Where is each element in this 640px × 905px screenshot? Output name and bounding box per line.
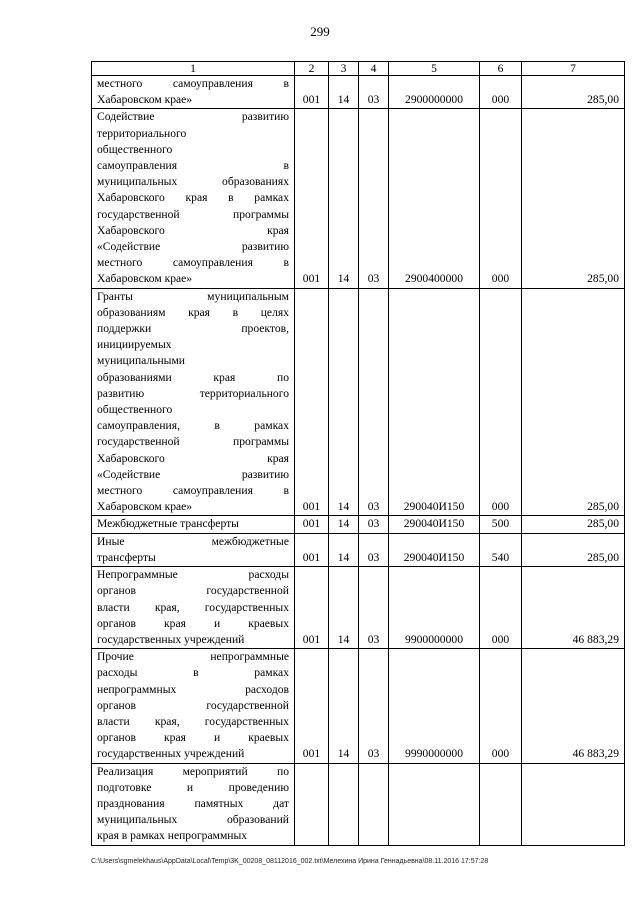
expense-name-line: Иные межбюджетные <box>97 534 289 548</box>
expense-name-line: Хабаровского края <box>97 451 289 465</box>
ministry-code-cell: 001 <box>295 567 329 649</box>
table-row <box>92 76 625 109</box>
expense-name-line: Реализация мероприятий по <box>97 764 289 778</box>
expense-name-line: общественного <box>97 403 173 417</box>
amount-cell: 285,00 <box>522 76 625 109</box>
ministry-code-cell: 001 <box>295 288 329 516</box>
col-header-3: 3 <box>329 62 359 76</box>
expense-name-line: расходы в рамках <box>97 666 289 680</box>
expense-name-line: «Содействие развитию <box>97 467 289 481</box>
col-header-6: 6 <box>480 62 522 76</box>
col-header-2: 2 <box>295 62 329 76</box>
subsection-code-cell: 03 <box>359 567 389 649</box>
expense-name-line: Хабаровского края в рамках <box>97 191 289 205</box>
expense-name-line: «Содействие развитию <box>97 240 289 254</box>
expense-name-line: инициируемых <box>97 338 172 352</box>
header-row <box>92 62 625 76</box>
expense-name-line: власти края, государственных <box>97 600 289 614</box>
expense-name-line: государственной программы <box>97 435 289 449</box>
table-row <box>92 533 625 566</box>
subsection-code-cell: 03 <box>359 649 389 763</box>
table-row <box>92 516 625 533</box>
expense-name-line: Прочие непрограммные <box>97 650 289 664</box>
ministry-code-cell: 001 <box>295 76 329 109</box>
expense-type-cell <box>480 763 522 845</box>
expense-name-line: органов края и краевых <box>97 616 289 630</box>
section-code-cell: 14 <box>329 567 359 649</box>
col-header-1: 1 <box>92 62 295 76</box>
table-row <box>92 109 625 288</box>
table-row <box>92 567 625 649</box>
amount-cell: 285,00 <box>522 288 625 516</box>
table-row <box>92 649 625 763</box>
expense-name-line: государственной программы <box>97 207 289 221</box>
amount-cell <box>522 763 625 845</box>
expense-name-line: самоуправления, в рамках <box>97 419 289 433</box>
expense-name-line: муниципальными <box>97 354 186 368</box>
ministry-code-cell: 001 <box>295 516 329 533</box>
target-article-cell: 290040И150 <box>389 516 480 533</box>
ministry-code-cell: 001 <box>295 533 329 566</box>
amount-cell: 285,00 <box>522 516 625 533</box>
expense-name-line: местного самоуправления в <box>97 256 289 270</box>
expense-name-line: Хабаровском крае» <box>97 500 193 514</box>
expense-type-cell: 000 <box>480 288 522 516</box>
expense-name-line: муниципальных образований <box>97 813 289 827</box>
expense-name-line: территориального <box>97 126 187 140</box>
amount-cell: 285,00 <box>522 109 625 288</box>
expense-name-line: государственных учреждений <box>97 747 245 761</box>
ministry-code-cell: 001 <box>295 649 329 763</box>
expense-name <box>92 567 295 649</box>
expense-type-cell: 000 <box>480 649 522 763</box>
expense-name <box>92 76 295 109</box>
expense-name-line: местного самоуправления в <box>97 484 289 498</box>
expense-name-line: Содействие развитию <box>97 110 289 124</box>
expense-name-line: образованиями края по <box>97 370 289 384</box>
subsection-code-cell: 03 <box>359 516 389 533</box>
target-article-cell: 9900000000 <box>389 567 480 649</box>
expense-type-cell: 540 <box>480 533 522 566</box>
expense-name-line: муниципальных образованиях <box>97 175 289 189</box>
expense-name-line: общественного <box>97 142 173 156</box>
amount-cell: 46 883,29 <box>522 567 625 649</box>
table-row <box>92 763 625 845</box>
expense-name-line: Хабаровского края <box>97 223 289 237</box>
subsection-code-cell: 03 <box>359 533 389 566</box>
ministry-code-cell <box>295 763 329 845</box>
expense-name <box>92 288 295 516</box>
expense-name <box>92 109 295 288</box>
col-header-4: 4 <box>359 62 389 76</box>
subsection-code-cell <box>359 763 389 845</box>
target-article-cell: 2900400000 <box>389 109 480 288</box>
expense-name-line: органов государственной <box>97 698 289 712</box>
expense-type-cell: 000 <box>480 109 522 288</box>
expense-name-line: Хабаровском крае» <box>97 93 193 107</box>
expense-type-cell: 000 <box>480 76 522 109</box>
expense-name <box>92 763 295 845</box>
section-code-cell: 14 <box>329 533 359 566</box>
target-article-cell: 290040И150 <box>389 533 480 566</box>
expense-name-line: Хабаровском крае» <box>97 272 193 286</box>
expense-name <box>92 533 295 566</box>
expense-name-line: местного самоуправления в <box>97 77 289 90</box>
expense-name-line: Межбюджетные трансферты <box>97 517 239 531</box>
amount-cell: 285,00 <box>522 533 625 566</box>
section-code-cell: 14 <box>329 109 359 288</box>
expense-name <box>92 516 295 533</box>
expense-name <box>92 649 295 763</box>
col-header-7: 7 <box>522 62 625 76</box>
expense-name-line: Непрограммные расходы <box>97 568 289 582</box>
expense-name-line: Гранты муниципальным <box>97 289 289 303</box>
subsection-code-cell: 03 <box>359 76 389 109</box>
target-article-cell: 2900000000 <box>389 76 480 109</box>
section-code-cell: 14 <box>329 288 359 516</box>
table-row <box>92 288 625 516</box>
expense-type-cell: 500 <box>480 516 522 533</box>
expense-name-line: самоуправления в <box>97 159 289 173</box>
subsection-code-cell: 03 <box>359 109 389 288</box>
expense-name-line: подготовке и проведению <box>97 780 289 794</box>
expense-name-line: государственных учреждений <box>97 632 245 646</box>
expense-name-line: празднования памятных дат <box>97 796 289 810</box>
target-article-cell: 290040И150 <box>389 288 480 516</box>
expense-name-line: власти края, государственных <box>97 714 289 728</box>
section-code-cell: 14 <box>329 649 359 763</box>
target-article-cell <box>389 763 480 845</box>
expense-name-line: органов государственной <box>97 584 289 598</box>
expense-name-line: непрограммных расходов <box>97 682 289 696</box>
subsection-code-cell: 03 <box>359 288 389 516</box>
expense-name-line: образованиям края в целях <box>97 305 289 319</box>
target-article-cell: 9990000000 <box>389 649 480 763</box>
file-path-footer: C:\Users\sgmelekhaus\AppData\Local\Temp\3K_00208_08112016_002.txt\Мелехина Ирина Геннадьевна\08.11.2016 17:57:28 <box>91 858 489 865</box>
col-header-5: 5 <box>389 62 480 76</box>
expense-type-cell: 000 <box>480 567 522 649</box>
expense-name-line: края в рамках непрограммных <box>97 829 248 843</box>
expense-name-line: трансферты <box>97 550 156 564</box>
expense-name-line: поддержки проектов, <box>97 322 289 336</box>
page-number: 299 <box>310 24 330 39</box>
section-code-cell: 14 <box>329 76 359 109</box>
expense-name-line: органов края и краевых <box>97 731 289 745</box>
expense-name-line: развитию территориального <box>97 386 289 400</box>
section-code-cell <box>329 763 359 845</box>
section-code-cell: 14 <box>329 516 359 533</box>
ministry-code-cell: 001 <box>295 109 329 288</box>
amount-cell: 46 883,29 <box>522 649 625 763</box>
budget-table <box>91 61 625 846</box>
